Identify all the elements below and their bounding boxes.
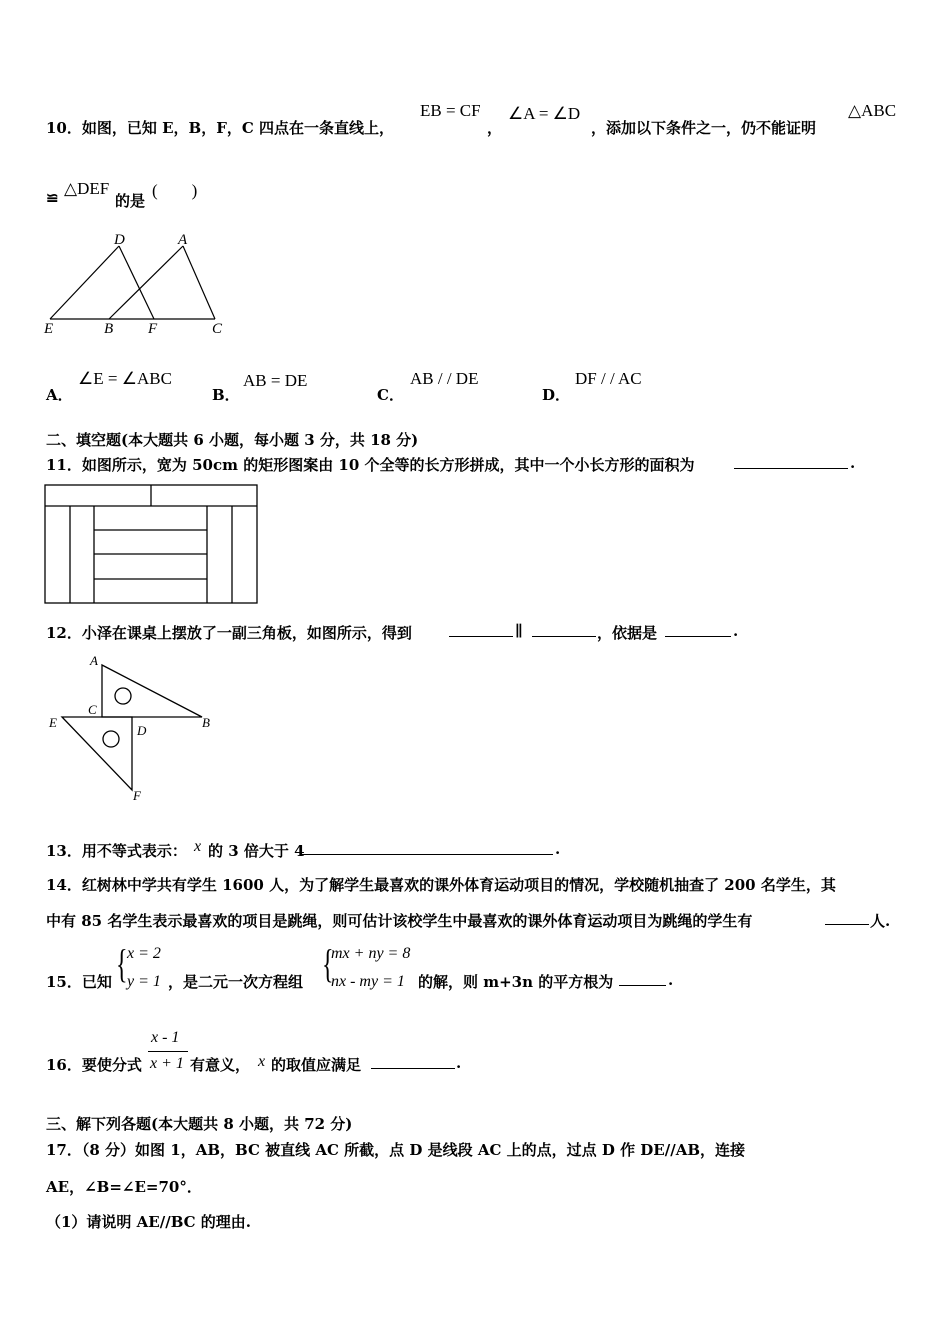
q12-label-f: F (133, 788, 141, 803)
q10-option-a-math: ∠E = ∠ABC (78, 369, 172, 388)
q13-end: . (555, 840, 561, 858)
q12-label-a: A (90, 653, 98, 668)
q15-prefix: 15．已知 (46, 973, 112, 991)
q11-answer-blank[interactable] (734, 454, 848, 469)
q15-middle: ，是二元一次方程组 (168, 973, 304, 991)
q14-answer-blank[interactable] (825, 910, 869, 925)
q12-answer-blank-2[interactable] (532, 622, 596, 637)
q12-end: . (733, 622, 739, 640)
q10-label-f: F (148, 321, 158, 337)
q11-end: . (850, 454, 856, 472)
section-2-title: 二、填空题(本大题共 6 小题，每小题 3 分，共 18 分) (46, 431, 419, 449)
section-3-title: 三、解下列各题(本大题共 8 小题，共 72 分) (46, 1115, 353, 1133)
q10-label-c: C (212, 321, 223, 337)
q17-part-1: （1）请说明 AE//BC 的理由. (46, 1213, 252, 1231)
q15-system-2-line-2: nx - my = 1 (331, 973, 405, 990)
q10-comma: ， (487, 119, 503, 137)
q15-system-1-line-2: y = 1 (127, 973, 161, 990)
q16-suffix: 的取值应满足 (271, 1056, 362, 1074)
q15-end: . (668, 971, 674, 989)
q10-figure (40, 228, 240, 338)
q16-numerator: x - 1 (151, 1029, 180, 1046)
q13-variable-x: x (194, 838, 202, 855)
q10-option-c-math: AB / / DE (410, 369, 479, 388)
q15-suffix: 的解，则 m+3n 的平方根为 (418, 973, 614, 991)
q10-option-d-label: D． (542, 386, 571, 404)
q16-variable-x: x (258, 1053, 266, 1070)
q11-rectangle-figure (44, 484, 260, 606)
q10-label-d: D (114, 232, 125, 248)
q10-congruent-symbol: ≌ (46, 189, 59, 207)
q12-triangles-figure (44, 652, 224, 804)
q10-label-b: B (104, 321, 114, 337)
q14-end: 人. (870, 912, 891, 930)
q12-text-2: ，依据是 (597, 624, 658, 642)
q10-text-3: 的是 (115, 192, 146, 210)
q16-answer-blank[interactable] (371, 1054, 455, 1069)
q10-text-1: 10．如图，已知 E，B，F，C 四点在一条直线上， (46, 119, 395, 137)
q16-prefix: 16．要使分式 (46, 1056, 142, 1074)
q15-system-1-line-1: x = 2 (127, 945, 161, 962)
q10-condition-angle: ∠A = ∠D (508, 104, 581, 123)
q15-answer-blank[interactable] (619, 971, 666, 986)
q10-triangle-abc: △ABC (848, 101, 897, 120)
q17-line-2: AE，∠B=∠E=70°． (46, 1178, 202, 1196)
q10-option-b-label: B． (212, 386, 240, 404)
q16-end: . (456, 1054, 462, 1072)
q16-denominator: x + 1 (150, 1055, 184, 1072)
q15-brace-2: { (322, 941, 334, 986)
q12-label-d: D (137, 723, 147, 738)
q16-fraction-bar (148, 1051, 188, 1052)
q10-label-a: A (178, 232, 188, 248)
q13-answer-blank[interactable] (301, 840, 553, 855)
q14-line-2: 中有 85 名学生表示最喜欢的项目是跳绳，则可估计该校学生中最喜欢的课外体育运动项目为跳绳的学生有 (46, 912, 753, 930)
q15-system-2-line-1: mx + ny = 8 (331, 945, 411, 962)
q12-label-e: E (49, 715, 57, 730)
q10-option-a-label: A． (46, 386, 73, 404)
q12-parallel-symbol: ∥ (515, 622, 523, 640)
q12-label-b: B (202, 715, 210, 730)
q12-text: 12．小泽在课桌上摆放了一副三角板，如图所示，得到 (46, 624, 412, 642)
q13-text: 13．用不等式表示： (46, 842, 187, 860)
q10-option-c-label: C． (377, 386, 404, 404)
q10-condition-eb-cf: EB = CF (420, 101, 481, 120)
q14-line-1: 14．红树林中学共有学生 1600 人，为了解学生最喜欢的课外体育运动项目的情况，学校随机抽查了 200 名学生，其 (46, 876, 836, 894)
q10-option-b-math: AB = DE (243, 371, 308, 390)
q13-text-2: 的 3 倍大于 4 (208, 842, 305, 860)
q11-text: 11．如图所示，宽为 50cm 的矩形图案由 10 个全等的长方形拼成，其中一个小长方形的面积为 (46, 456, 695, 474)
q12-answer-blank-3[interactable] (665, 622, 731, 637)
q15-brace-1: { (116, 941, 128, 986)
q10-answer-paren: ( ) (152, 181, 198, 200)
q10-label-e: E (44, 321, 54, 337)
q16-middle: 有意义， (190, 1056, 251, 1074)
q12-answer-blank-1[interactable] (449, 622, 513, 637)
q17-line-1: 17．（8 分）如图 1，AB，BC 被直线 AC 所截，点 D 是线段 AC 上的点，过点 D 作 DE//AB，连接 (46, 1141, 746, 1159)
q10-option-d-math: DF / / AC (575, 369, 642, 388)
q12-label-c: C (88, 702, 97, 717)
q10-triangle-def: △DEF (64, 179, 110, 198)
q10-text-2: ，添加以下条件之一，仍不能证明 (591, 119, 817, 137)
